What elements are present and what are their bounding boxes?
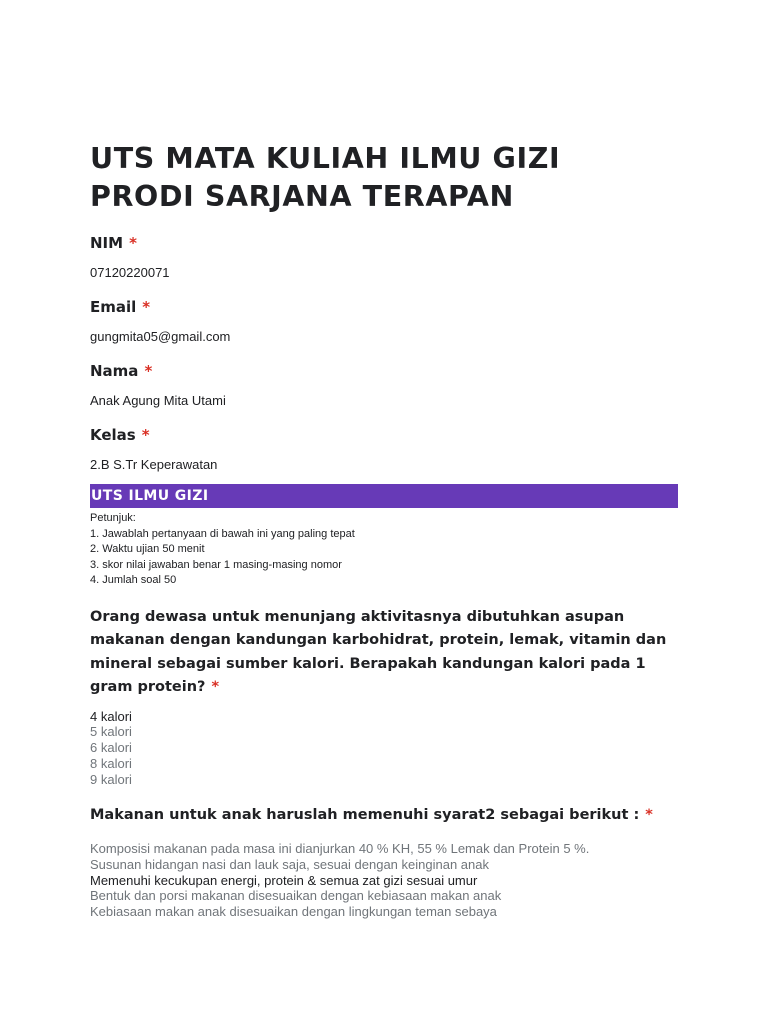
form-title-line-2: PRODI SARJANA TERAPAN bbox=[90, 180, 514, 213]
required-asterisk: * bbox=[141, 426, 150, 444]
section-header: UTS ILMU GIZI bbox=[90, 484, 678, 508]
field-kelas bbox=[90, 424, 678, 474]
nama-label: Nama bbox=[90, 362, 139, 380]
field-nama bbox=[90, 360, 678, 410]
email-answer: gungmita05@gmail.com bbox=[90, 329, 231, 344]
question-2-body: Makanan untuk anak haruslah memenuhi syarat2 sebagai berikut : bbox=[90, 807, 640, 824]
instruction-line: 4. Jumlah soal 50 bbox=[90, 574, 177, 586]
kelas-label: Kelas bbox=[90, 426, 136, 444]
required-asterisk: * bbox=[129, 234, 137, 252]
form-page bbox=[90, 140, 678, 920]
option-susunan-hidangan[interactable]: Susunan hidangan nasi dan lauk saja, sesuai dengan keinginan anak bbox=[90, 856, 489, 872]
field-email bbox=[90, 296, 678, 346]
option-4-kalori[interactable]: 4 kalori bbox=[90, 708, 132, 724]
option-komposisi[interactable]: Komposisi makanan pada masa ini dianjurkan 40 % KH, 55 % Lemak dan Protein 5 %. bbox=[90, 840, 590, 856]
option-kebiasaan-makan[interactable]: Kebiasaan makan anak disesuaikan dengan lingkungan teman sebaya bbox=[90, 904, 497, 920]
question-2-text bbox=[90, 804, 678, 828]
required-asterisk: * bbox=[211, 679, 220, 695]
kelas-answer: 2.B S.Tr Keperawatan bbox=[90, 457, 218, 472]
field-label bbox=[90, 360, 678, 382]
required-asterisk: * bbox=[142, 298, 151, 316]
instruction-line: 3. skor nilai jawaban benar 1 masing-masing nomor bbox=[90, 558, 342, 571]
nim-answer: 07120220071 bbox=[90, 265, 170, 280]
field-label bbox=[90, 424, 678, 446]
question-1-body: Orang dewasa untuk menunjang aktivitasnya dibutuhkan asupan makanan dengan kandungan karbohidrat, protein, lemak, vitamin dan mineral sebagai sumber kalori. Berapakah kandungan kalori pada 1 gram protein? bbox=[90, 608, 667, 695]
option-9-kalori[interactable]: 9 kalori bbox=[90, 771, 132, 787]
option-memenuhi-kecukupan[interactable]: Memenuhi kecukupan energi, protein & semua zat gizi sesuai umur bbox=[90, 872, 478, 888]
field-label bbox=[90, 232, 678, 254]
form-title bbox=[90, 140, 678, 216]
option-bentuk-porsi[interactable]: Bentuk dan porsi makanan disesuaikan dengan kebiasaan makan anak bbox=[90, 888, 502, 904]
email-label: Email bbox=[90, 298, 137, 316]
option-6-kalori[interactable]: 6 kalori bbox=[90, 740, 132, 756]
required-asterisk: * bbox=[144, 362, 153, 380]
question-1-options bbox=[90, 709, 678, 788]
instruction-line: 1. Jawablah pertanyaan di bawah ini yang paling tepat bbox=[90, 527, 355, 540]
field-label bbox=[90, 296, 678, 318]
form-title-line-1: UTS MATA KULIAH ILMU GIZI bbox=[90, 142, 561, 175]
option-8-kalori[interactable]: 8 kalori bbox=[90, 755, 132, 771]
section-instructions bbox=[90, 511, 678, 589]
nim-label: NIM bbox=[90, 234, 124, 252]
instruction-line: Petunjuk: bbox=[90, 512, 136, 524]
nama-answer: Anak Agung Mita Utami bbox=[90, 393, 226, 408]
required-asterisk: * bbox=[645, 807, 653, 824]
question-2-options bbox=[90, 841, 678, 920]
field-nim bbox=[90, 232, 678, 282]
question-1-text bbox=[90, 606, 678, 700]
instruction-line: 2. Waktu ujian 50 menit bbox=[90, 543, 205, 555]
option-5-kalori[interactable]: 5 kalori bbox=[90, 724, 132, 740]
